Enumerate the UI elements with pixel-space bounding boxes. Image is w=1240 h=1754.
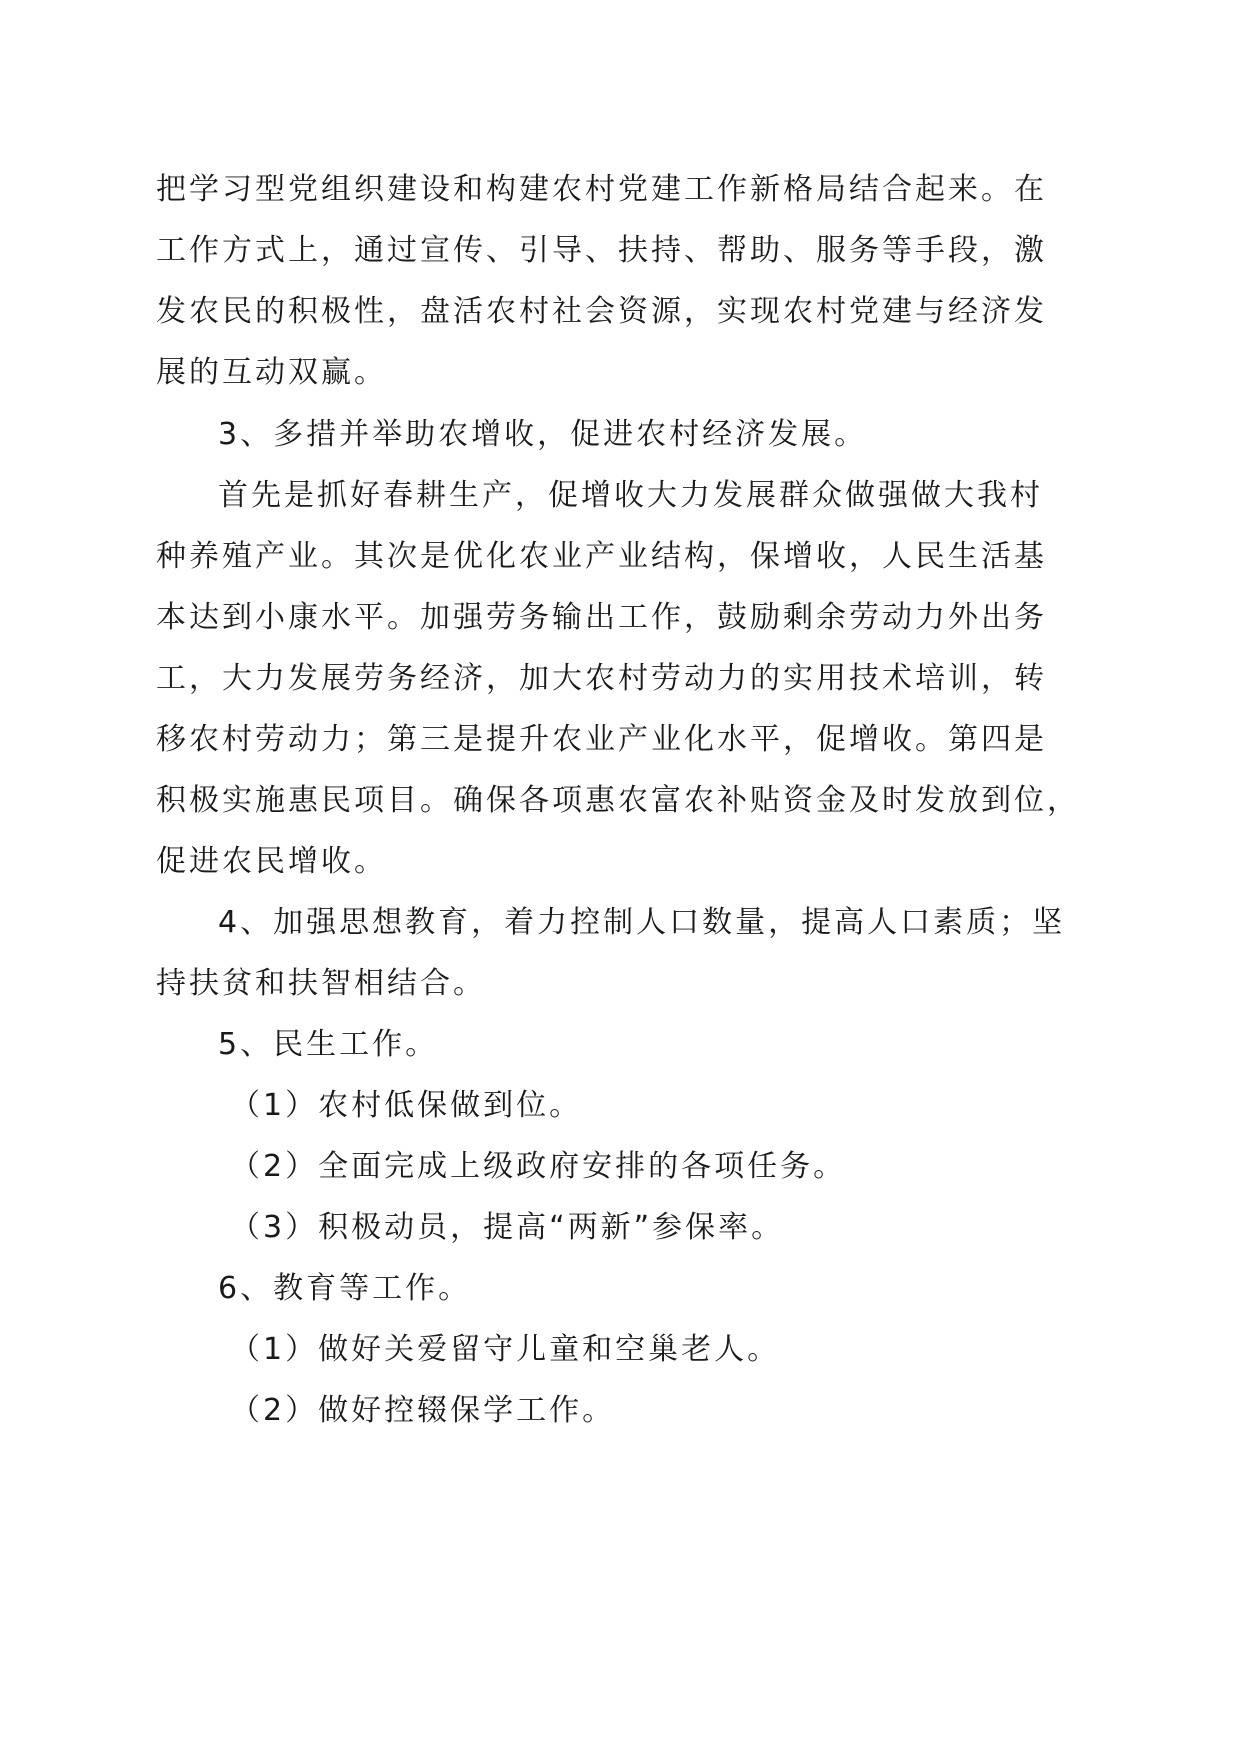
paragraph-line: 展的互动双赢。 <box>156 355 387 390</box>
paragraph-line: 发农民的积极性，盘活农村社会资源，实现农村党建与经济发 <box>156 294 1047 329</box>
paragraph-line: 工，大力发展劳务经济，加大农村劳动力的实用技术培训，转 <box>156 661 1047 696</box>
list-item: （1）做好关爱留守儿童和空巢老人。 <box>230 1332 781 1367</box>
paragraph-line: 促进农民增收。 <box>156 844 387 879</box>
section-heading: 5、民生工作。 <box>218 1027 439 1062</box>
paragraph-line: 把学习型党组织建设和构建农村党建工作新格局结合起来。在 <box>156 172 1047 207</box>
list-item: （1）农村低保做到位。 <box>230 1088 583 1123</box>
paragraph-line: 本达到小康水平。加强劳务输出工作，鼓励剩余劳动力外出务 <box>156 600 1047 635</box>
section-heading: 3、多措并举助农增收，促进农村经济发展。 <box>218 417 868 452</box>
section-heading: 6、教育等工作。 <box>218 1271 472 1306</box>
paragraph-line: 种养殖产业。其次是优化农业产业结构，保增收，人民生活基 <box>156 539 1047 574</box>
paragraph-line: 首先是抓好春耕生产，促增收大力发展群众做强做大我村 <box>218 478 1043 513</box>
paragraph-line: 积极实施惠民项目。确保各项惠农富农补贴资金及时发放到位， <box>156 783 1080 818</box>
list-item: （2）全面完成上级政府安排的各项任务。 <box>230 1149 847 1184</box>
paragraph-line: 移农村劳动力；第三是提升农业产业化水平，促增收。第四是 <box>156 722 1047 757</box>
paragraph-line: 持扶贫和扶智相结合。 <box>156 966 486 1001</box>
paragraph-line: 工作方式上，通过宣传、引导、扶持、帮助、服务等手段，激 <box>156 233 1047 268</box>
list-item: （3）积极动员，提高“两新”参保率。 <box>230 1210 785 1245</box>
list-item: （2）做好控辍保学工作。 <box>230 1393 616 1428</box>
section-heading: 4、加强思想教育，着力控制人口数量，提高人口素质；坚 <box>218 905 1066 940</box>
